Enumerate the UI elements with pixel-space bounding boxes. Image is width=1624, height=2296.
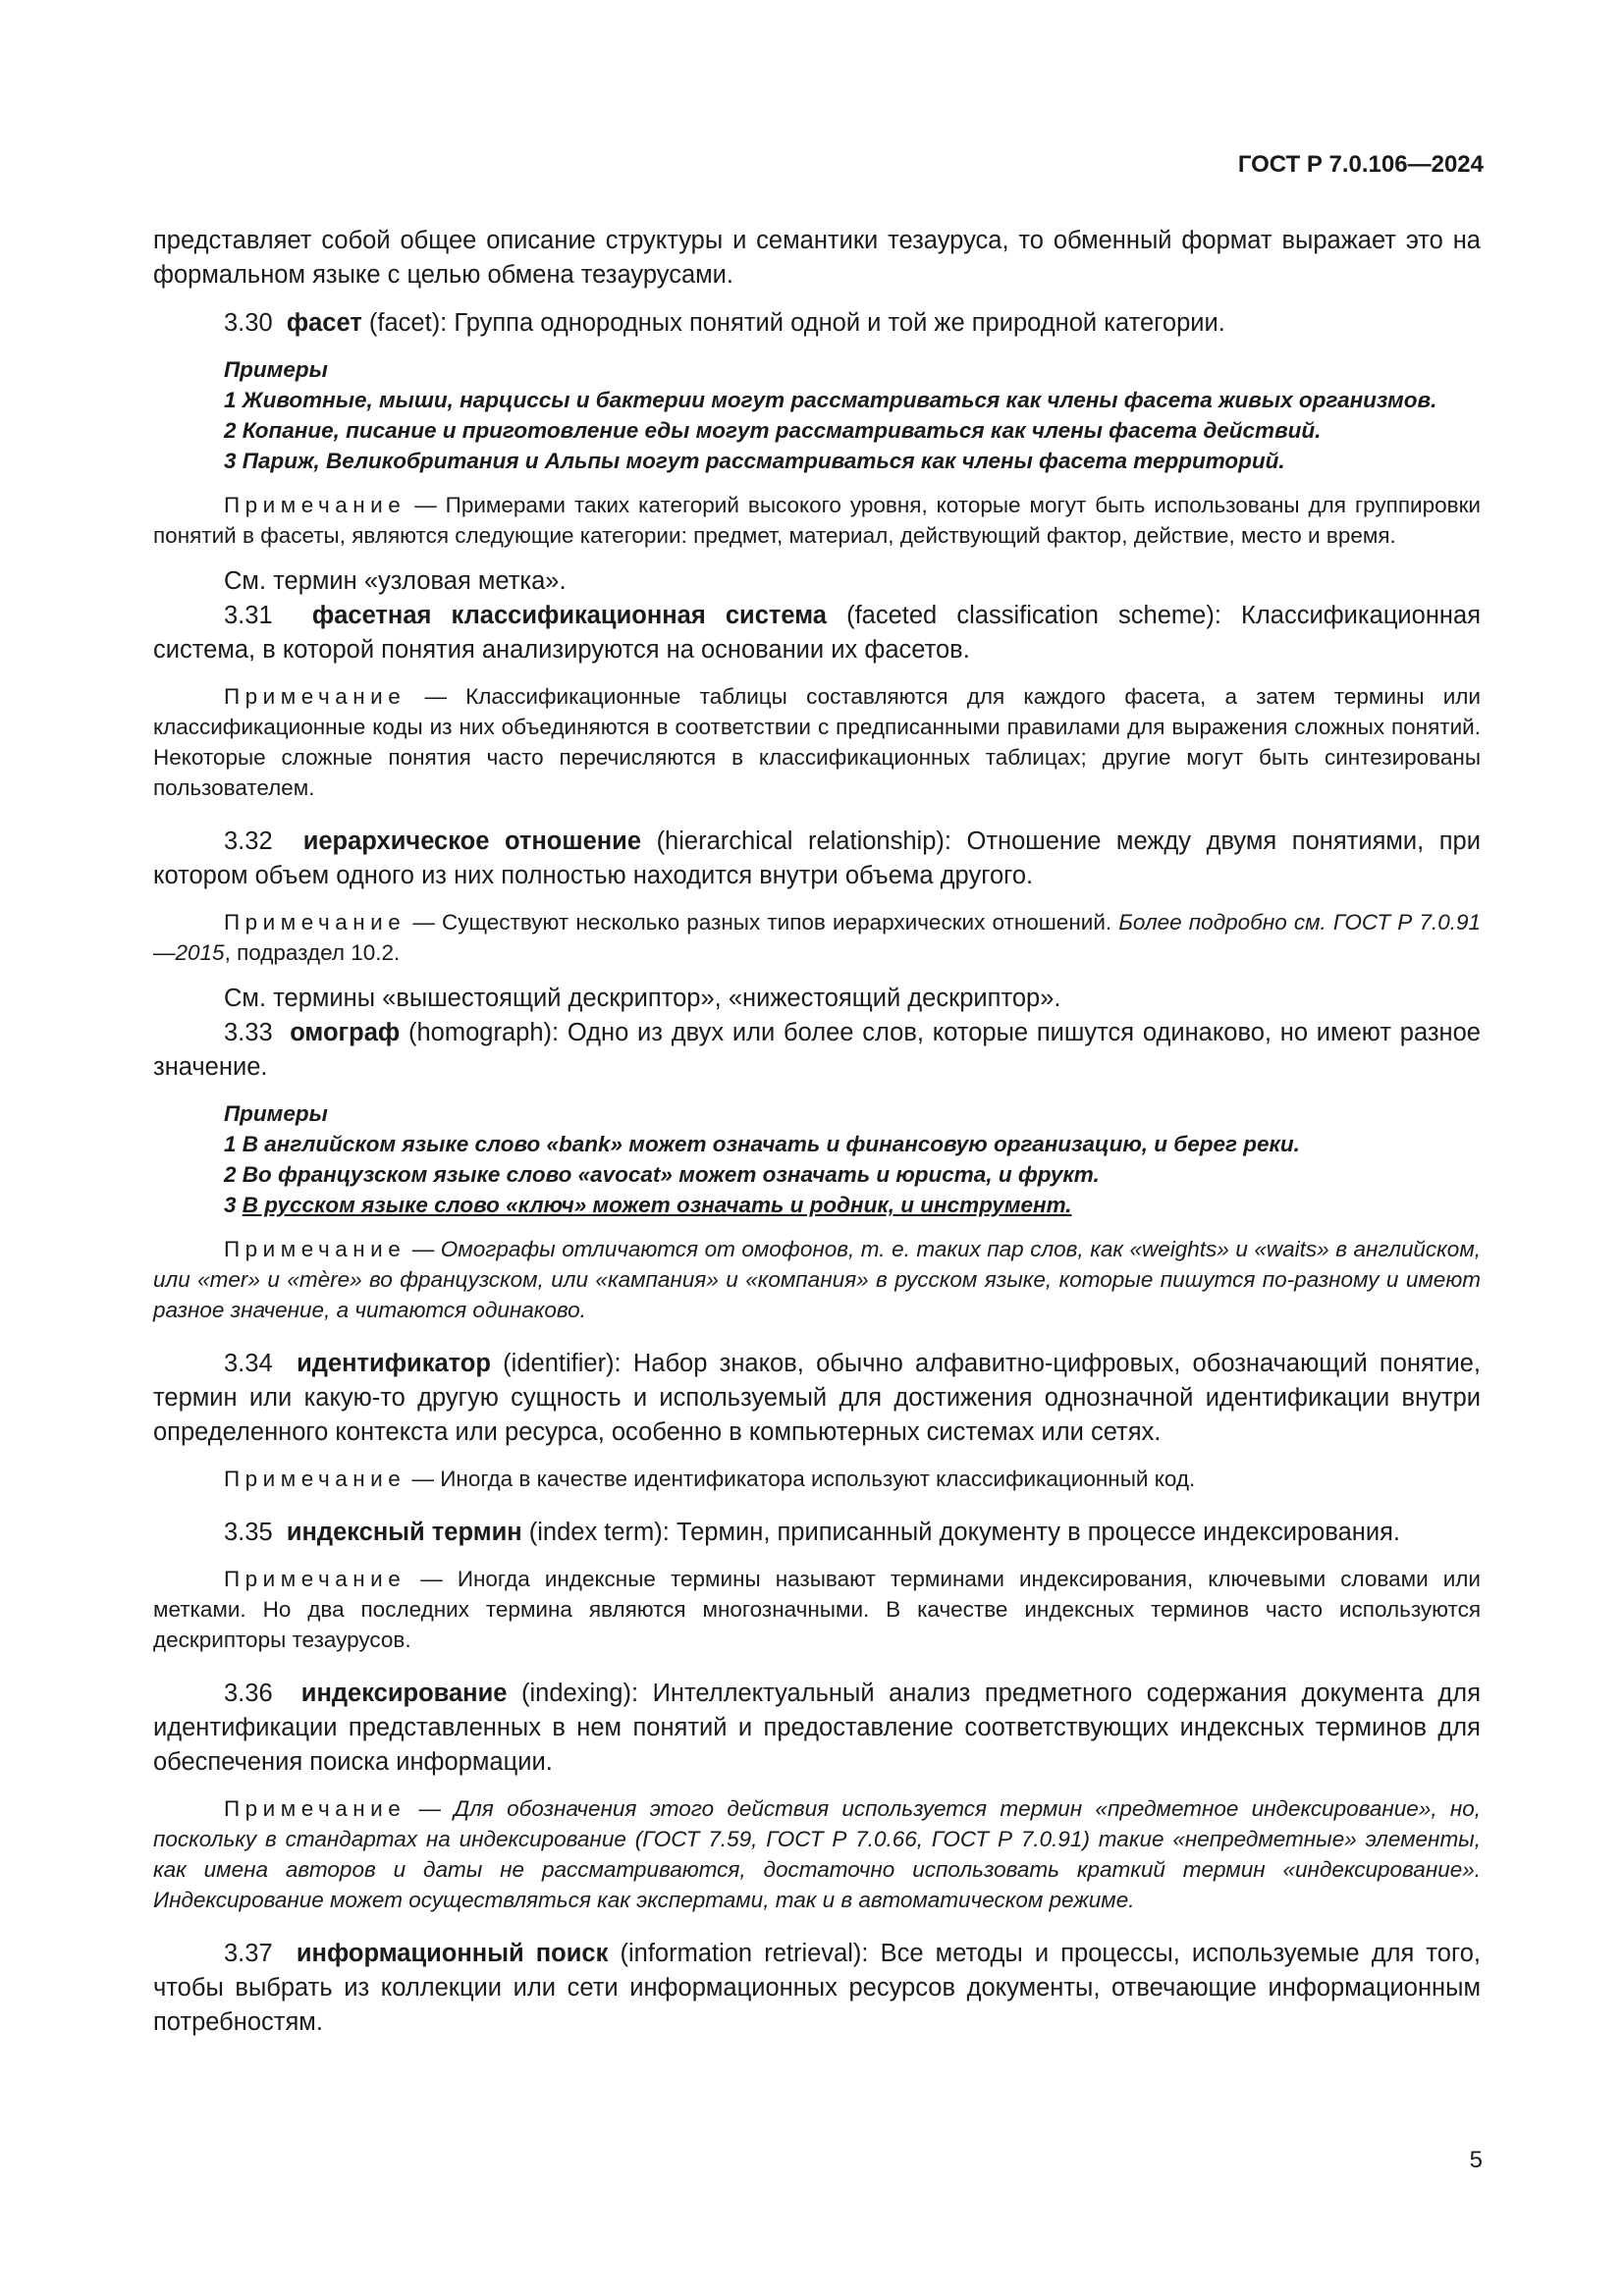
see-also: См. термин «узловая метка». xyxy=(224,567,567,595)
term-number: 3.36 xyxy=(224,1680,273,1707)
term-number: 3.33 xyxy=(224,1019,273,1046)
note-text: — Омографы отличаются от омофонов, т. е. таких пар слов, как «weights» и «waits» в английском, или «mer» и «mère» во французском, или «кампания» и «компания» в русском языке, которые пишутся по-разному и имеют разное значение, а читаются одинаково. xyxy=(153,1237,1481,1322)
note-3-35 xyxy=(153,1564,1481,1655)
example-number: 3 xyxy=(224,1193,237,1217)
see-also: См. термины «вышестоящий дескриптор», «нижестоящий дескриптор». xyxy=(224,985,1061,1012)
term-definition: (index term): Термин, приписанный документу в процессе индексирования. xyxy=(521,1519,1401,1546)
term-definition: (hierarchical relationship): Отношение между двумя понятиями, при котором объем одного из них полностью находится внутри объема другого. xyxy=(153,828,1481,889)
example-item: 1 Животные, мыши, нарциссы и бактерии могут рассматриваться как члены фасета живых организмов. xyxy=(224,388,1437,412)
document-body xyxy=(153,224,1481,2040)
note-text: — Для обозначения этого действия используется термин «предметное индексирование», но, поскольку в стандартах на индексирование (ГОСТ 7.59, ГОСТ Р 7.0.66, ГОСТ Р 7.0.91) такие «непредметные» элементы, как имена авторов и даты не рассматриваются, достаточно использовать краткий термин «индексирование». Индексирование может осуществляться как экспертами, так и в автоматическом режиме. xyxy=(153,1796,1481,1912)
term-3-37 xyxy=(153,1937,1481,2040)
term-definition: (indexing): Интеллектуальный анализ предметного содержания документа для идентификации представленных в нем понятий и предоставление соответствующих индексных терминов для обеспечения поиска информации. xyxy=(153,1680,1481,1776)
note-3-30 xyxy=(153,490,1481,551)
term-name: индексный термин xyxy=(286,1519,522,1546)
term-3-35 xyxy=(153,1516,1481,1550)
term-definition: (homograph): Одно из двух или более слов, которые пишутся одинаково, но имеют разное значение. xyxy=(153,1019,1481,1081)
note-3-36 xyxy=(153,1793,1481,1915)
example-item xyxy=(153,1190,1481,1220)
note-text: — Иногда в качестве идентификатора используют классификационный код. xyxy=(406,1467,1196,1491)
note-text: — Существуют несколько разных типов иерархических отношений. xyxy=(406,910,1119,934)
term-definition: (facet): Группа однородных понятий одной и той же природной категории. xyxy=(361,309,1225,337)
note-3-31 xyxy=(153,681,1481,803)
term-number: 3.30 xyxy=(224,309,273,337)
note-label: Примечание xyxy=(224,684,406,709)
examples-label: Примеры xyxy=(224,357,328,382)
term-name: омограф xyxy=(290,1019,401,1046)
example-item: 2 Копание, писание и приготовление еды могут рассматриваться как члены фасета действий. xyxy=(224,418,1322,443)
examples-label: Примеры xyxy=(224,1101,328,1126)
note-text-end: , подраздел 10.2. xyxy=(224,940,401,965)
example-item: 2 Во французском языке слово «avocat» может означать и юриста, и фрукт. xyxy=(224,1162,1100,1187)
example-item: 1 В английском языке слово «bank» может означать и финансовую организацию, и берег реки. xyxy=(224,1132,1300,1156)
term-3-34 xyxy=(153,1347,1481,1450)
term-name: иерархическое отношение xyxy=(302,828,642,855)
note-3-33 xyxy=(153,1234,1481,1325)
note-label: Примечание xyxy=(224,493,406,517)
term-name: индексирование xyxy=(300,1680,508,1707)
note-label: Примечание xyxy=(224,1467,406,1491)
note-3-32 xyxy=(153,907,1481,968)
note-text: — Иногда индексные термины называют терминами индексирования, ключевыми словами или метками. Но два последних термина являются многозначными. В качестве индексных терминов часто используются дескрипторы тезаурусов. xyxy=(153,1567,1481,1652)
term-3-33 xyxy=(153,1016,1481,1085)
term-name: фасетная классификационная система xyxy=(311,602,827,629)
term-definition: (identifier): Набор знаков, обычно алфавитно-цифровых, обозначающий понятие, термин или какую-то другую сущность и используемый для достижения однозначной идентификации внутри определенного контекста или ресурса, особенно в компьютерных системах или сетях. xyxy=(153,1350,1481,1446)
term-number: 3.37 xyxy=(224,1940,273,1967)
term-3-30 xyxy=(153,306,1481,341)
intro-paragraph: представляет собой общее описание структуры и семантики тезауруса, то обменный формат выражает это на формальном языке с целью обмена тезаурусами. xyxy=(153,227,1481,289)
term-number: 3.32 xyxy=(224,828,273,855)
note-label: Примечание xyxy=(224,910,406,934)
page-number: 5 xyxy=(1469,2147,1483,2173)
example-item: 3 Париж, Великобритания и Альпы могут рассматриваться как члены фасета территорий. xyxy=(224,449,1285,473)
term-3-32 xyxy=(153,825,1481,893)
example-text-underlined: В русском языке слово «ключ» может означать и родник, и инструмент. xyxy=(242,1193,1072,1217)
note-3-34 xyxy=(153,1464,1481,1494)
term-number: 3.31 xyxy=(224,602,273,629)
term-name: фасет xyxy=(286,309,362,337)
term-3-31 xyxy=(153,599,1481,667)
note-label: Примечание xyxy=(224,1237,406,1261)
term-3-36 xyxy=(153,1677,1481,1780)
term-number: 3.34 xyxy=(224,1350,273,1377)
term-definition: (information retrieval): Все методы и процессы, используемые для того, чтобы выбрать из коллекции или сети информационных ресурсов документы, отвечающие информационным потребностям. xyxy=(153,1940,1481,2036)
note-text: — Классификационные таблицы составляются для каждого фасета, а затем термины или классификационные коды из них объединяются в соответствии с предписанными правилами для выражения сложных понятий. Некоторые сложные понятия часто перечисляются в классификационных таблицах; другие могут быть синтезированы пользователем. xyxy=(153,684,1481,800)
term-name: идентификатор xyxy=(297,1350,491,1377)
standard-header: ГОСТ Р 7.0.106—2024 xyxy=(1237,151,1484,178)
note-label: Примечание xyxy=(224,1567,406,1591)
term-name: информационный поиск xyxy=(296,1940,609,1967)
note-label: Примечание xyxy=(224,1796,406,1821)
note-text: — Примерами таких категорий высокого уровня, которые могут быть использованы для группировки понятий в фасеты, являются следующие категории: предмет, материал, действующий фактор, действие, место и время. xyxy=(153,493,1481,548)
term-number: 3.35 xyxy=(224,1519,273,1546)
term-definition: (faceted classification scheme): Классификационная система, в которой понятия анализируются на основании их фасетов. xyxy=(153,602,1482,664)
note-reference: Более подробно см. ГОСТ Р 7.0.91—2015 xyxy=(153,910,1481,965)
